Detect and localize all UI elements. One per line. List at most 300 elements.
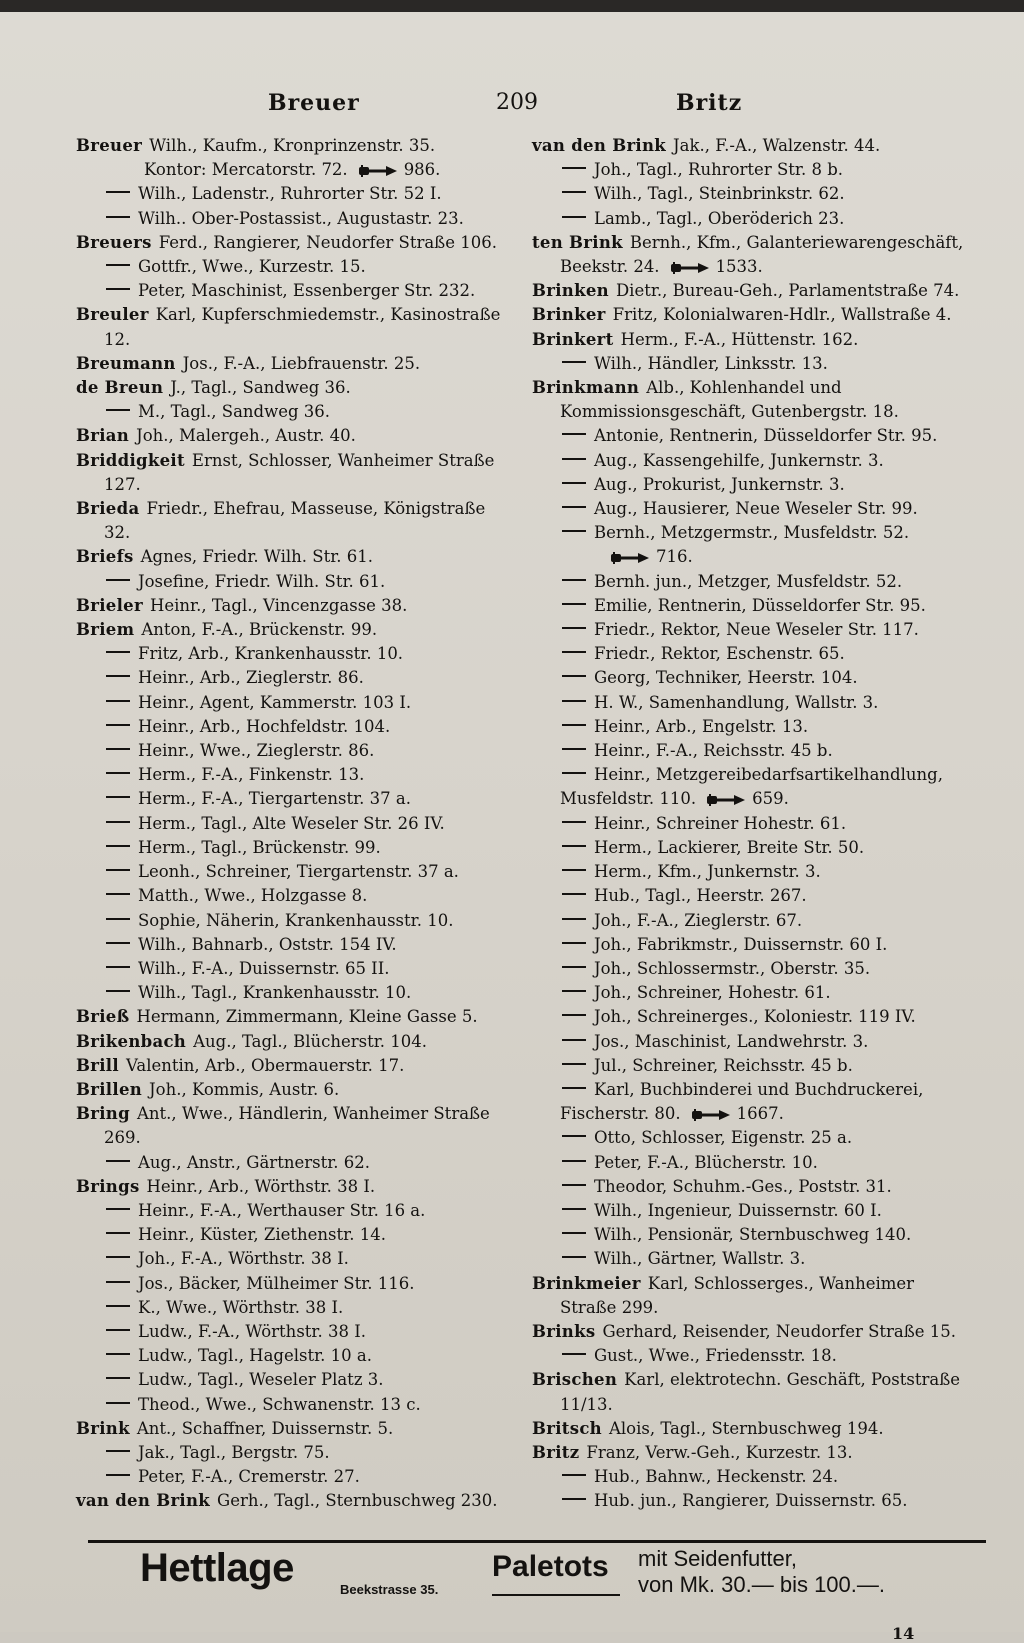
repeat-name-dash [106, 1377, 130, 1379]
entry-surname: van den Brink [76, 1491, 211, 1511]
repeat-name-dash [562, 675, 586, 677]
directory-entry [76, 836, 508, 860]
directory-entry [532, 1368, 964, 1416]
entry-text: Jos., F.-A., Liebfrauenstr. 25. [182, 353, 421, 373]
entry-text: Herm., F.-A., Tiergartenstr. 37 a. [138, 789, 411, 809]
entry-text: Fritz, Arb., Krankenhausstr. 10. [138, 644, 404, 664]
entry-text: Hermann, Zimmermann, Kleine Gasse 5. [136, 1007, 478, 1027]
entry-text: Aug., Kassengehilfe, Junkernstr. 3. [594, 450, 884, 470]
directory-entry [532, 207, 964, 231]
advertisement-divider [88, 1540, 986, 1543]
right-column [532, 134, 964, 1514]
repeat-name-dash [562, 1039, 586, 1041]
entry-surname: Breuers [76, 232, 152, 252]
entry-text: Anton, F.-A., Brückenstr. 99. [141, 620, 378, 640]
entry-text: Karl, Buchbinderei und Buchdruckerei, Fischerstr. 80. [560, 1079, 924, 1124]
entry-text: Wilh., Bahnarb., Oststr. 154 IV. [138, 934, 397, 954]
page-header [0, 90, 1024, 120]
repeat-name-dash [106, 918, 130, 920]
directory-entry [532, 1344, 964, 1368]
entry-text: Wilh., Gärtner, Wallstr. 3. [594, 1249, 806, 1269]
entry-text: H. W., Samenhandlung, Wallstr. 3. [594, 692, 879, 712]
entry-text: K., Wwe., Wörthstr. 38 I. [138, 1297, 344, 1317]
directory-entry [76, 1417, 508, 1441]
directory-entry [76, 1151, 508, 1175]
entry-text: Lamb., Tagl., Oberöderich 23. [594, 208, 845, 228]
repeat-name-dash [562, 1087, 586, 1089]
directory-entry [76, 642, 508, 666]
repeat-name-dash [562, 1014, 586, 1016]
entry-surname: Brinks [532, 1321, 596, 1341]
telephone-number: 986. [403, 160, 441, 180]
entry-surname: Breuler [76, 305, 149, 325]
entry-text: Hub. jun., Rangierer, Duissernstr. 65. [594, 1491, 908, 1511]
entry-text: Peter, Maschinist, Essenberger Str. 232. [138, 281, 476, 301]
directory-entry [532, 497, 964, 521]
entry-text: Heinr., Schreiner Hohestr. 61. [594, 813, 847, 833]
telephone-icon [691, 1108, 731, 1122]
repeat-name-dash [562, 772, 586, 774]
directory-entry [76, 1441, 508, 1465]
entry-text: Joh., Fabrikmstr., Duissernstr. 60 I. [594, 934, 888, 954]
entry-text: Gust., Wwe., Friedensstr. 18. [594, 1346, 837, 1366]
telephone-icon [610, 551, 650, 565]
entry-surname: Brieda [76, 499, 140, 519]
directory-entry [76, 545, 508, 569]
entry-text: Ludw., F.-A., Wörthstr. 38 I. [138, 1321, 366, 1341]
entry-text: J., Tagl., Sandweg 36. [170, 378, 351, 398]
entry-surname: Brinkert [532, 329, 614, 349]
directory-entry [76, 933, 508, 957]
header-first-name: Breuer [268, 90, 360, 116]
entry-text: Aug., Prokurist, Junkernstr. 3. [594, 474, 845, 494]
repeat-name-dash [106, 1329, 130, 1331]
directory-entry [76, 352, 508, 376]
directory-entry [76, 812, 508, 836]
directory-entry [532, 1005, 964, 1029]
directory-entry [76, 497, 508, 545]
entry-text: Joh., Schlossermstr., Oberstr. 35. [594, 958, 871, 978]
repeat-name-dash [106, 216, 130, 218]
directory-entry [532, 449, 964, 473]
directory-entry [532, 473, 964, 497]
repeat-name-dash [562, 990, 586, 992]
repeat-name-dash [562, 893, 586, 895]
directory-entry [76, 279, 508, 303]
entry-surname: Brischen [532, 1370, 618, 1390]
repeat-name-dash [562, 191, 586, 193]
entry-text: Herm., Tagl., Alte Weseler Str. 26 IV. [138, 813, 445, 833]
directory-entry [532, 836, 964, 860]
entry-text: Jul., Schreiner, Reichsstr. 45 b. [594, 1055, 853, 1075]
entry-surname: Brill [76, 1055, 119, 1075]
directory-entry [76, 1344, 508, 1368]
repeat-name-dash [106, 579, 130, 581]
directory-entry [76, 1368, 508, 1392]
entry-text: Sophie, Näherin, Krankenhausstr. 10. [138, 910, 454, 930]
entry-text: Peter, F.-A., Cremerstr. 27. [138, 1467, 360, 1487]
telephone-number: 659. [752, 789, 789, 809]
entry-text: Gerhard, Reisender, Neudorfer Straße 15. [602, 1321, 957, 1341]
ad-line-1: mit Seidenfutter, [638, 1546, 797, 1571]
entry-text: Jak., Tagl., Bergstr. 75. [138, 1442, 330, 1462]
entry-text: Bernh. jun., Metzger, Musfeldstr. 52. [594, 571, 903, 591]
advertisement [0, 1546, 1024, 1616]
entry-text: Ferd., Rangierer, Neudorfer Straße 106. [158, 232, 497, 252]
entry-text: Aug., Anstr., Gärtnerstr. 62. [138, 1152, 371, 1172]
repeat-name-dash [106, 845, 130, 847]
entry-text: Jos., Bäcker, Mülheimer Str. 116. [138, 1273, 415, 1293]
entry-surname: Brinkmeier [532, 1273, 641, 1293]
entry-text: Ludw., Tagl., Hagelstr. 10 a. [138, 1346, 372, 1366]
repeat-name-dash [106, 1232, 130, 1234]
entry-surname: Brinkmann [532, 378, 640, 398]
directory-entry [76, 400, 508, 424]
repeat-name-dash [562, 627, 586, 629]
repeat-name-dash [562, 1208, 586, 1210]
directory-entry [76, 158, 508, 182]
entry-text: Karl, Schlosserges., Wanheimer Straße 299. [560, 1273, 915, 1317]
entry-text: Friedr., Ehefrau, Masseuse, Königstraße 32. [104, 499, 486, 543]
directory-entry [76, 594, 508, 618]
ad-line-2: von Mk. 30.— bis 100.—. [638, 1572, 885, 1597]
entry-text: Joh., Tagl., Ruhrorter Str. 8 b. [594, 160, 844, 180]
repeat-name-dash [106, 1256, 130, 1258]
entry-text: Karl, Kupferschmiedemstr., Kasinostraße 12. [104, 305, 501, 349]
directory-entry [76, 1247, 508, 1271]
directory-entry [532, 909, 964, 933]
entry-text: M., Tagl., Sandweg 36. [138, 402, 331, 422]
entry-text: Wilh., Tagl., Krankenhausstr. 10. [138, 983, 412, 1003]
entry-surname: Brieß [76, 1007, 130, 1027]
entry-text: Theodor, Schuhm.-Ges., Poststr. 31. [594, 1176, 892, 1196]
directory-entry [532, 812, 964, 836]
directory-entry [532, 981, 964, 1005]
directory-entry [532, 1030, 964, 1054]
scan-top-edge [0, 0, 1024, 12]
header-page-number: 209 [496, 90, 538, 115]
directory-entry [532, 618, 964, 642]
repeat-name-dash [562, 506, 586, 508]
entry-text: Herm., Tagl., Brückenstr. 99. [138, 837, 381, 857]
entry-surname: ten Brink [532, 232, 623, 252]
directory-entry [532, 1320, 964, 1344]
directory-entry [76, 570, 508, 594]
repeat-name-dash [106, 264, 130, 266]
entry-text: Wilh., Ladenstr., Ruhrorter Str. 52 I. [138, 184, 442, 204]
repeat-name-dash [562, 942, 586, 944]
entry-text: Aug., Hausierer, Neue Weseler Str. 99. [594, 499, 918, 519]
directory-entry [532, 231, 964, 279]
entry-text: Herm., F.-A., Hüttenstr. 162. [620, 329, 859, 349]
directory-entry [532, 691, 964, 715]
directory-entry [532, 1272, 964, 1320]
entry-text: Franz, Verw.-Geh., Kurzestr. 13. [586, 1442, 853, 1462]
directory-entry [76, 884, 508, 908]
entry-text: Ernst, Schlosser, Wanheimer Straße 127. [104, 450, 495, 494]
directory-entry [532, 1199, 964, 1223]
repeat-name-dash [562, 1256, 586, 1258]
entry-text: Peter, F.-A., Blücherstr. 10. [594, 1152, 818, 1172]
directory-entry [532, 134, 964, 158]
entry-text: Hub., Tagl., Heerstr. 267. [594, 886, 807, 906]
telephone-number: 1667. [736, 1104, 784, 1124]
directory-entry [532, 303, 964, 327]
directory-entry [76, 207, 508, 231]
footer-page-number: 14 [892, 1624, 915, 1643]
entry-surname: de Breun [76, 378, 164, 398]
directory-entry [532, 1054, 964, 1078]
entry-text: Wilh., Ingenieur, Duissernstr. 60 I. [594, 1200, 882, 1220]
entry-text: Heinr., F.-A., Reichsstr. 45 b. [594, 741, 833, 761]
entry-text: Joh., Kommis, Austr. 6. [149, 1079, 340, 1099]
entry-text: Leonh., Schreiner, Tiergartenstr. 37 a. [138, 862, 459, 882]
entry-text: Emilie, Rentnerin, Düsseldorfer Str. 95. [594, 595, 926, 615]
repeat-name-dash [106, 893, 130, 895]
entry-surname: Briefs [76, 547, 134, 567]
directory-entry [76, 739, 508, 763]
entry-text: Kontor: Mercatorstr. 72. [144, 160, 348, 180]
directory-entry [76, 860, 508, 884]
entry-text: Heinr., Wwe., Zieglerstr. 86. [138, 741, 375, 761]
header-last-name: Britz [676, 90, 743, 116]
entry-text: Wilh., Tagl., Steinbrinkstr. 62. [594, 184, 845, 204]
directory-entry [532, 739, 964, 763]
repeat-name-dash [562, 603, 586, 605]
repeat-name-dash [106, 748, 130, 750]
directory-entry [76, 909, 508, 933]
entry-text: Heinr., Arb., Zieglerstr. 86. [138, 668, 364, 688]
repeat-name-dash [562, 482, 586, 484]
directory-entry [532, 1247, 964, 1271]
entry-surname: Brieler [76, 595, 143, 615]
directory-page [0, 12, 1024, 1643]
ad-address: Beekstrasse 35. [340, 1582, 439, 1597]
directory-entry [76, 1054, 508, 1078]
entry-text: Heinr., Metzgereibedarfsartikelhandlung, Musfeldstr. 110. [560, 765, 943, 809]
directory-entry [532, 1417, 964, 1441]
repeat-name-dash [562, 651, 586, 653]
directory-entry [76, 1030, 508, 1054]
entry-text: Ludw., Tagl., Weseler Platz 3. [138, 1370, 384, 1390]
repeat-name-dash [562, 1135, 586, 1137]
entry-text: Aug., Tagl., Blücherstr. 104. [193, 1031, 428, 1051]
entry-text: Matth., Wwe., Holzgasse 8. [138, 886, 368, 906]
repeat-name-dash [562, 433, 586, 435]
ad-product-underline [492, 1594, 620, 1596]
repeat-name-dash [562, 1474, 586, 1476]
entry-surname: Breuer [76, 136, 143, 155]
repeat-name-dash [106, 1208, 130, 1210]
entry-text: Georg, Techniker, Heerstr. 104. [594, 668, 858, 688]
directory-entry [76, 134, 508, 158]
directory-entry [532, 884, 964, 908]
telephone-icon [358, 164, 398, 178]
directory-entry [76, 715, 508, 739]
telephone-number: 716. [656, 547, 693, 567]
entry-text: Karl, elektrotechn. Geschäft, Poststraße 11/13. [560, 1370, 961, 1414]
entry-text: Friedr., Rektor, Neue Weseler Str. 117. [594, 620, 919, 640]
directory-entry [76, 1223, 508, 1247]
repeat-name-dash [562, 724, 586, 726]
directory-entry [532, 860, 964, 884]
entry-surname: Briddigkeit [76, 450, 185, 470]
repeat-name-dash [106, 724, 130, 726]
directory-entry [532, 933, 964, 957]
entry-text: Ant., Schaffner, Duissernstr. 5. [136, 1418, 394, 1438]
entry-text: Wilh., Kaufm., Kronprinzenstr. 35. [149, 136, 436, 155]
repeat-name-dash [106, 772, 130, 774]
repeat-name-dash [106, 1281, 130, 1283]
repeat-name-dash [562, 869, 586, 871]
entry-text: Herm., Kfm., Junkernstr. 3. [594, 862, 821, 882]
repeat-name-dash [106, 191, 130, 193]
entry-text: Antonie, Rentnerin, Düsseldorfer Str. 95. [594, 426, 938, 446]
directory-entry [532, 1223, 964, 1247]
entry-text: Jak., F.-A., Walzenstr. 44. [673, 136, 881, 155]
entry-surname: Britsch [532, 1418, 602, 1438]
directory-entry [532, 1151, 964, 1175]
entry-continuation [532, 545, 964, 569]
entry-text: Heinr., Agent, Kammerstr. 103 I. [138, 692, 412, 712]
entry-text: Heinr., Tagl., Vincenzgasse 38. [149, 595, 408, 615]
directory-entry [532, 1175, 964, 1199]
repeat-name-dash [562, 1232, 586, 1234]
repeat-name-dash [106, 869, 130, 871]
directory-entry [76, 1272, 508, 1296]
directory-entry [532, 570, 964, 594]
directory-entry [76, 666, 508, 690]
directory-entry [532, 594, 964, 618]
repeat-name-dash [106, 1450, 130, 1452]
entry-surname: Brinken [532, 281, 609, 301]
repeat-name-dash [106, 821, 130, 823]
ad-brand: Hettlage [140, 1546, 294, 1590]
repeat-name-dash [562, 1160, 586, 1162]
repeat-name-dash [562, 579, 586, 581]
entry-text: Gerh., Tagl., Sternbuschweg 230. [217, 1491, 498, 1511]
repeat-name-dash [562, 1498, 586, 1500]
directory-entry [532, 376, 964, 424]
entry-text: Bernh., Kfm., Galanteriewarengeschäft, Beekstr. 24. [560, 232, 964, 277]
repeat-name-dash [106, 409, 130, 411]
entry-text: Heinr., Küster, Ziethenstr. 14. [138, 1225, 386, 1245]
repeat-name-dash [106, 966, 130, 968]
repeat-name-dash [562, 918, 586, 920]
entry-surname: Brillen [76, 1079, 143, 1099]
directory-entry [76, 1296, 508, 1320]
directory-entry [76, 763, 508, 787]
entry-text: Ant., Wwe., Händlerin, Wanheimer Straße 269. [104, 1104, 490, 1148]
entry-text: Joh., Schreiner, Hohestr. 61. [594, 983, 831, 1003]
directory-entry [76, 787, 508, 811]
repeat-name-dash [562, 821, 586, 823]
directory-entry [532, 763, 964, 811]
entry-text: Heinr., F.-A., Werthauser Str. 16 a. [138, 1200, 426, 1220]
repeat-name-dash [562, 1353, 586, 1355]
entry-text: Wilh., Händler, Linksstr. 13. [594, 353, 828, 373]
directory-entry [76, 303, 508, 351]
directory-entry [76, 1465, 508, 1489]
directory-entry [76, 182, 508, 206]
directory-entry [532, 545, 964, 569]
entry-text: Josefine, Friedr. Wilh. Str. 61. [138, 571, 386, 591]
entry-text: Otto, Schlosser, Eigenstr. 25 a. [594, 1128, 853, 1148]
entry-text: Bernh., Metzgermstr., Musfeldstr. 52. [594, 523, 910, 543]
directory-entry [532, 1126, 964, 1150]
entry-text: Dietr., Bureau-Geh., Parlamentstraße 74. [615, 281, 960, 301]
directory-entry [76, 231, 508, 255]
entry-surname: Bring [76, 1104, 130, 1124]
repeat-name-dash [562, 966, 586, 968]
directory-entry [76, 255, 508, 279]
ad-product: Paletots [492, 1550, 609, 1583]
entry-text: Heinr., Arb., Engelstr. 13. [594, 716, 809, 736]
repeat-name-dash [106, 942, 130, 944]
entry-surname: Briem [76, 620, 135, 640]
directory-entry [532, 352, 964, 376]
repeat-name-dash [562, 1184, 586, 1186]
directory-entry [532, 328, 964, 352]
entry-text: Agnes, Friedr. Wilh. Str. 61. [140, 547, 374, 567]
directory-entry [76, 449, 508, 497]
repeat-name-dash [106, 990, 130, 992]
entry-text: Herm., Lackierer, Breite Str. 50. [594, 837, 865, 857]
repeat-name-dash [106, 1160, 130, 1162]
entry-text: Alb., Kohlenhandel und Kommissionsgeschäft, Gutenbergstr. 18. [560, 378, 899, 422]
repeat-name-dash [562, 361, 586, 363]
directory-entry [532, 279, 964, 303]
repeat-name-dash [106, 1402, 130, 1404]
entry-text: Alois, Tagl., Sternbuschweg 194. [608, 1418, 884, 1438]
entry-text: Joh., F.-A., Wörthstr. 38 I. [138, 1249, 349, 1269]
repeat-name-dash [106, 1305, 130, 1307]
directory-entry [532, 1489, 964, 1513]
telephone-icon [706, 793, 746, 807]
directory-entry [76, 691, 508, 715]
directory-entry [76, 981, 508, 1005]
directory-entry [532, 158, 964, 182]
repeat-name-dash [562, 748, 586, 750]
entry-text: Wilh., F.-A., Duissernstr. 65 II. [138, 958, 390, 978]
repeat-name-dash [562, 530, 586, 532]
directory-entry [76, 1489, 508, 1513]
entry-surname: van den Brink [532, 136, 667, 155]
directory-entry [532, 715, 964, 739]
directory-entry [76, 1393, 508, 1417]
repeat-name-dash [562, 700, 586, 702]
telephone-number: 1533. [715, 257, 763, 277]
entry-text: Heinr., Arb., Wörthstr. 38 I. [146, 1176, 376, 1196]
entry-continuation [76, 158, 508, 182]
directory-entry [76, 1175, 508, 1199]
repeat-name-dash [562, 167, 586, 169]
entry-surname: Brinker [532, 305, 606, 325]
entry-text: Wilh., Pensionär, Sternbuschweg 140. [594, 1225, 912, 1245]
entry-surname: Brings [76, 1176, 140, 1196]
directory-entry [532, 424, 964, 448]
directory-entry [532, 957, 964, 981]
directory-entry [532, 1078, 964, 1126]
directory-entry [76, 1005, 508, 1029]
repeat-name-dash [106, 288, 130, 290]
directory-entry [532, 1441, 964, 1465]
directory-entry [532, 1465, 964, 1489]
repeat-name-dash [106, 796, 130, 798]
entry-text: Gottfr., Wwe., Kurzestr. 15. [138, 257, 366, 277]
entry-surname: Breumann [76, 353, 176, 373]
directory-entry [532, 642, 964, 666]
